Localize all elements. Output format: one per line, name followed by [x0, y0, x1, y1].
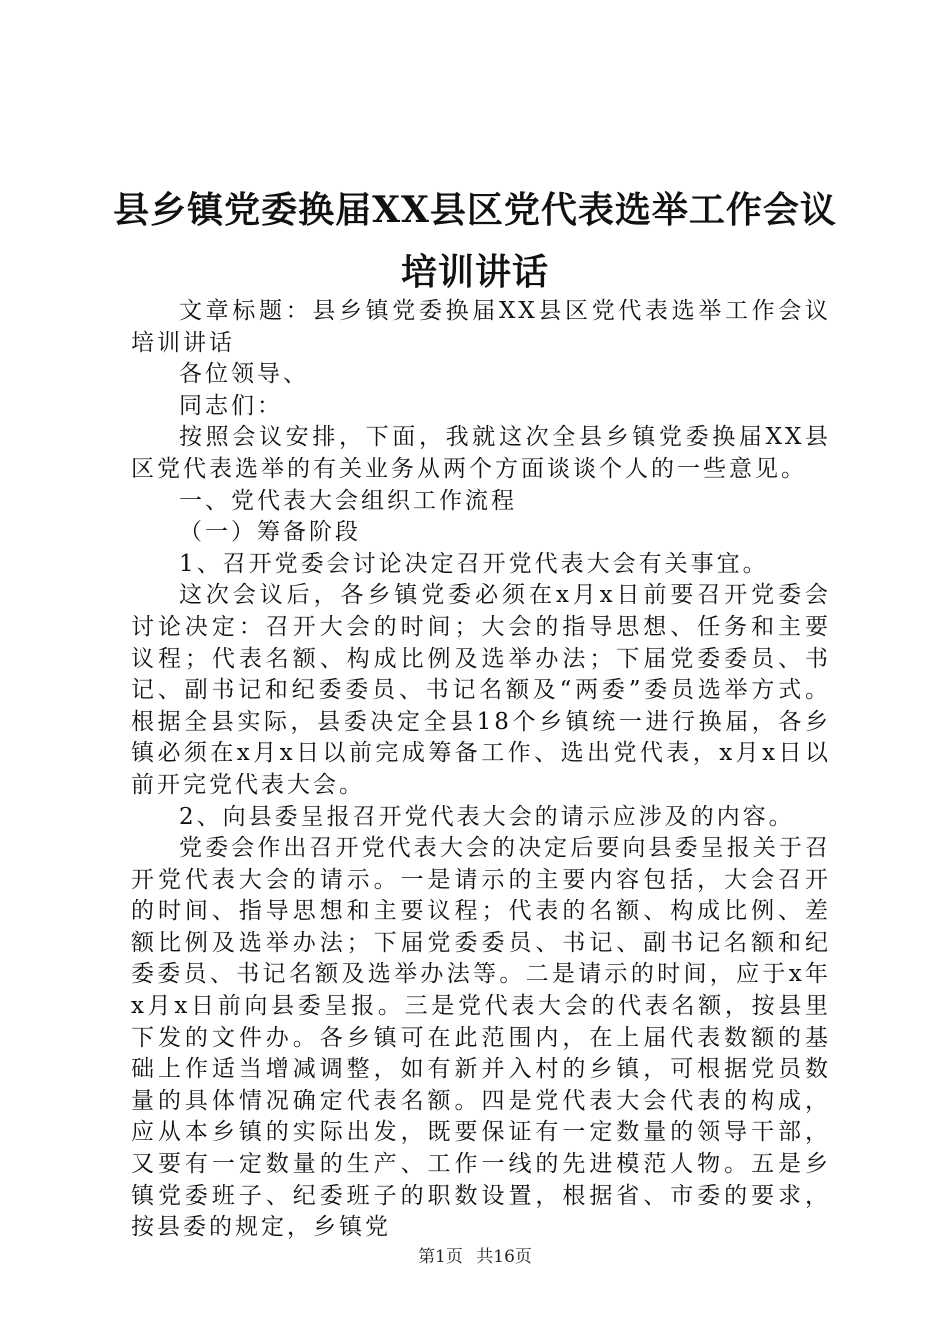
- page-number-current: 第1页: [418, 1247, 463, 1267]
- page-footer: [0, 1247, 950, 1267]
- item-2-paragraph: 党委会作出召开党代表大会的决定后要向县委呈报关于召开党代表大会的请示。一是请示的主要内容包括，大会召开的时间、指导思想和主要议程；代表的名额、构成比例、差额比例及选举办法；下届党委委员、书记、副书记名额和纪委委员、书记名额及选举办法等。二是请示的时间，应于x年x月x日前向县委呈报。三是党代表大会的代表名额，按县里下发的文件办。各乡镇可在此范围内，在上届代表数额的基础上作适当增减调整，如有新并入村的乡镇，可根据党员数量的具体情况确定代表名额。四是党代表大会代表的构成，应从本乡镇的实际出发，既要保证有一定数量的领导干部，又要有一定数量的生产、工作一线的先进模范人物。五是乡镇党委班子、纪委班子的职数设置，根据省、市委的要求，按县委的规定，乡镇党: [131, 835, 831, 1241]
- subsection-heading-1: （一）筹备阶段: [179, 519, 361, 546]
- section-heading-1: 一、党代表大会组织工作流程: [179, 487, 517, 514]
- document-title-line-2: 培训讲话: [400, 251, 549, 293]
- document-body: [131, 296, 831, 1244]
- salutation-comrades: 同志们：: [179, 392, 283, 419]
- item-1-paragraph: 这次会议后，各乡镇党委必须在x月x日前要召开党委会讨论决定：召开大会的时间；大会的指导思想、任务和主要议程；代表名额、构成比例及选举办法；下届党委委员、书记、副书记和纪委委员、书记名额及“两委”委员选举方式。根据全县实际，县委决定全县18个乡镇统一进行换届，各乡镇必须在x月x日以前完成筹备工作、选出党代表，x月x日以前开完党代表大会。: [131, 582, 831, 798]
- item-heading-1: 1、召开党委会讨论决定召开党代表大会有关事宜。: [179, 550, 769, 577]
- item-heading-2: 2、向县委呈报召开党代表大会的请示应涉及的内容。: [179, 803, 795, 830]
- page-number-total: 共16页: [476, 1247, 532, 1267]
- intro-paragraph: 按照会议安排，下面，我就这次全县乡镇党委换届XX县区党代表选举的有关业务从两个方面谈谈个人的一些意见。: [131, 424, 831, 482]
- salutation-leaders: 各位领导、: [179, 361, 309, 388]
- document-title-line-1: 县乡镇党委换届XX县区党代表选举工作会议: [113, 189, 837, 231]
- article-title-paragraph: 文章标题：县乡镇党委换届XX县区党代表选举工作会议培训讲话: [131, 298, 831, 356]
